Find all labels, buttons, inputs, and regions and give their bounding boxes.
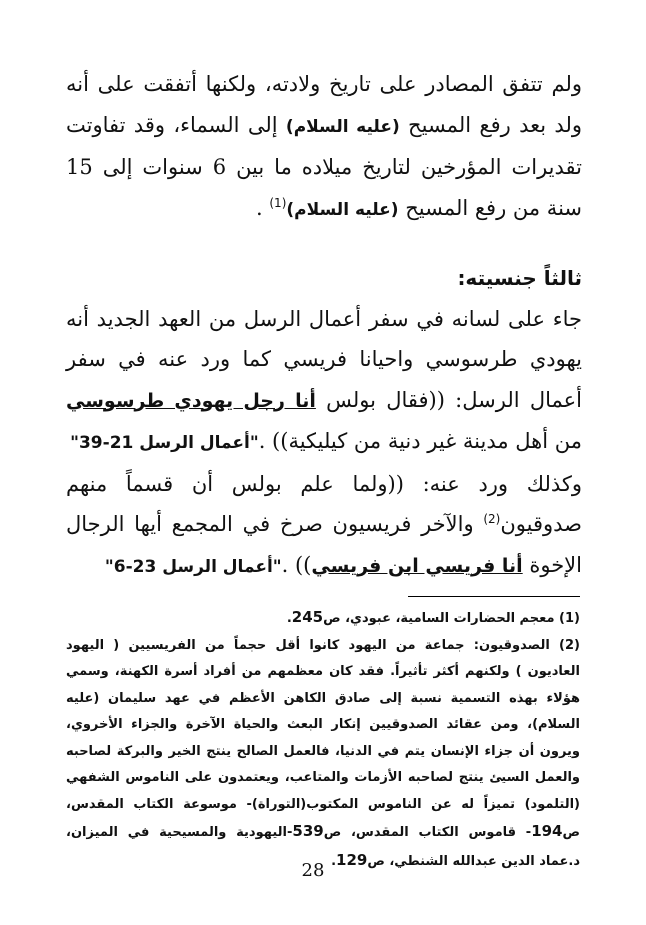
paragraph-pharisee xyxy=(66,464,582,588)
honorific-bold: (عليه السلام) xyxy=(285,116,400,137)
paragraph-text: ولم تتفق المصادر على تاريخ ولادته، ولكنها أتفقت على أنه ولد بعد رفع المسيح xyxy=(66,72,582,137)
footnote-text: -اليهودية والمسيحية في الميزان، د.عماد الدين عبدالله الشنطي، ص xyxy=(66,825,580,869)
footnote-text: معجم الحضارات السامية، عبودي، ص xyxy=(323,611,560,626)
page-number: 28 xyxy=(301,860,325,881)
paragraph-nationality xyxy=(66,299,582,464)
footnote-1 xyxy=(66,604,580,633)
honorific-bold: (عليه السلام) xyxy=(286,199,399,220)
paragraph-birth xyxy=(66,64,582,230)
footnotes xyxy=(66,604,580,875)
quote-underlined: أنا رجل يهودي طرسوسي xyxy=(66,389,316,412)
footnote-2 xyxy=(66,633,580,876)
paragraph-text: وكذلك ورد عنه: ((ولما علم بولس أن قسماً منهم صدوقيون xyxy=(66,471,582,536)
quote-underlined: أنا فريسي ابن فريسي xyxy=(311,554,523,577)
paragraph-text: إلى السماء، وقد تفاوتت تقديرات المؤرخين لتاريخ ميلاده ما بين 6 سنوات إلى 15 سنة من رفع المسيح xyxy=(66,112,582,220)
section-heading: ثالثاً جنسيته: xyxy=(457,266,582,290)
footnote-page: 129 xyxy=(336,850,368,869)
scripture-reference: "أعمال الرسل 21-39" xyxy=(70,433,259,453)
footnote-end: . xyxy=(286,611,292,626)
footnote-end: . xyxy=(331,853,337,869)
footnote-label: (2) xyxy=(559,637,580,653)
footnote-page: 539 xyxy=(292,822,324,840)
paragraph-text: والآخر فريسيون صرخ في المجمع أيها الرجال الإخوة xyxy=(66,512,582,577)
footnote-page: 194 xyxy=(531,822,563,840)
main-text xyxy=(66,64,582,587)
footnote-separator xyxy=(408,596,580,597)
paragraph-end: . xyxy=(256,195,270,220)
paragraph-text: من أهل مدينة غير دنية من كيليكية)) . xyxy=(258,429,582,453)
footnote-page: 245 xyxy=(291,608,324,626)
footnote-text: - قاموس الكتاب المقدس، ص xyxy=(323,825,532,840)
paragraph-text: جاء على لسانه في سفر أعمال الرسل من العهد الجديد أنه يهودي طرسوسي واحيانا فريسي كما ورد عنه في سفر أعمال الرسل: ((فقال بولس xyxy=(66,306,582,412)
footnote-marker[interactable]: (1) xyxy=(269,195,287,210)
footnote-marker[interactable]: (2) xyxy=(483,512,501,526)
footnote-label: (1) xyxy=(559,611,580,626)
footnote-text: الصدوقيون: جماعة من اليهود كانوا أقل حجماً من الفريسيين ( اليهود العاديون ) ولكنهم أكثر تأثيراً. فقد كان معظمهم من أفراد أسرة الكهنة، وسمي هؤلاء بهذه التسمية نسبة إلى صادق الكاهن الأعظم في عهد سليمان (عليه السلام)، ومن عقائد الصدوقيين إنكار البعث والحياة الآخرة والجزاء الأخروي، ويرون أن جزاء الإنسان يتم في الدنيا، فالعمل الصالح ينتج الخير والبركة لصاحبه والعمل السيئ ينتج لصاحبه الأزمات والمتاعب، ويعتمدون على الناموس الشفهي (التلمود) تميزاً له عن الناموس المكتوب(التوراة)- موسوعة الكتاب المقدس، ص xyxy=(66,637,580,840)
paragraph-text: )) . xyxy=(281,552,312,577)
scripture-reference: "أعمال الرسل 23-6" xyxy=(104,556,282,577)
